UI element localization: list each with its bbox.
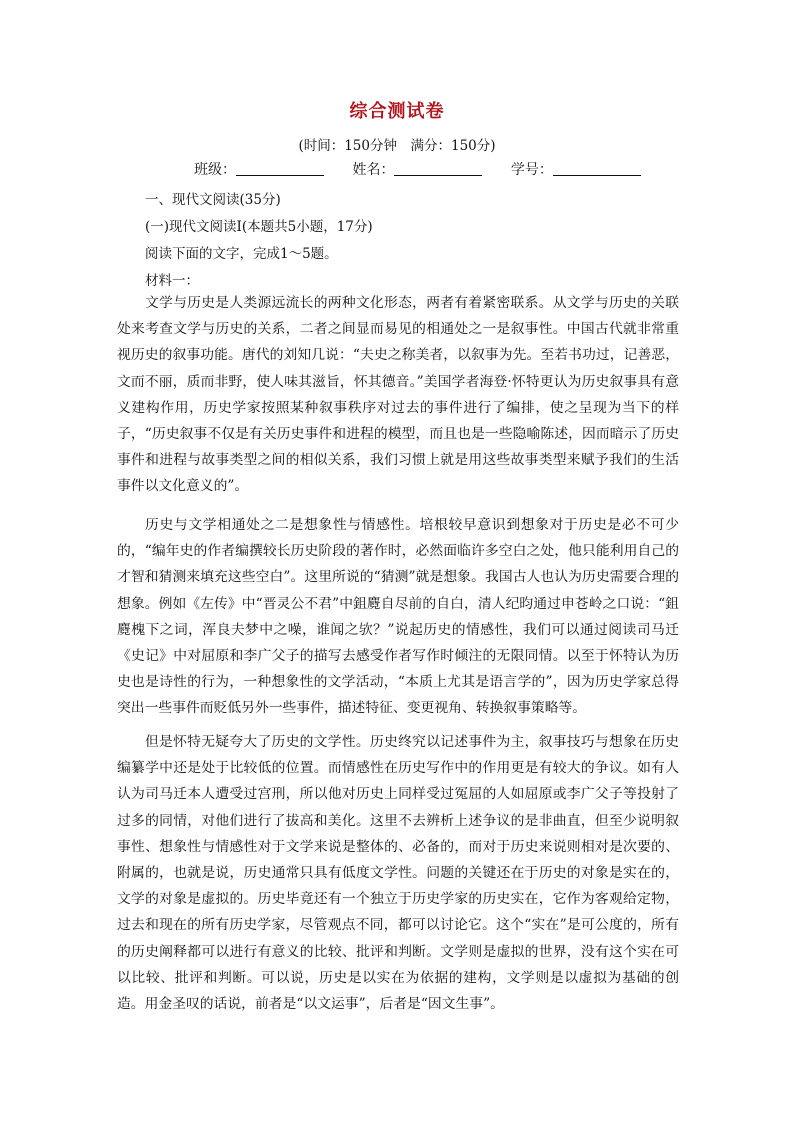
name-blank-field[interactable]: [394, 161, 482, 176]
exam-title: 综合测试卷: [349, 101, 445, 122]
paragraph-3: 但是怀特无疑夸大了历史的文学性。历史终究以记述事件为主，叙事技巧与想象在历史编纂学中还是处于比较低的位置。而情感性在历史写作中的作用更是有较大的争议。如有人认为司马迁本人遭受过宫刑，所以他对历史上同样受过冤屈的人如屈原或李广父子等投射了过多的同情，对他们进行了拔高和美化。这里不去辨析上述争议的是非曲直，但至少说明叙事性、想象性与情感性对于文学来说是整体的、必备的，而对于历史来说则相对是次要的、附属的，也就是说，历史通常只具有低度文学性。问题的关键还在于历史的对象是实在的，文学的对象是虚拟的。历史毕竟还有一个独立于历史学家的历史实在，它作为客观给定物，过去和现在的所有历史学家，尽管观点不同，都可以讨论它。这个“实在”是可公度的，所有的历史阐释都可以进行有意义的比较、批评和判断。文学则是虚拟的世界，没有这个实在可以比较、批评和判断。可以说，历史是以实在为依据的建构，文学则是以虚拟为基础的创造。用金圣叹的话说，前者是“以文运事”，后者是“因文生事”。: [117, 734, 679, 1013]
subsection-heading: (一)现代文阅读Ⅰ(本题共5小题，17分): [145, 219, 373, 235]
paragraph-2: 历史与文学相通处之二是想象性与情感性。培根较早意识到想象对于历史是必不可少的，“编年史的作者编撰较长历史阶段的著作时，必然面临许多空白之处，他只能利用自己的才智和猜测来填充这些空白”。这里所说的“猜测”就是想象。我国古人也认为历史需要合理的想象。例如《左传》中“晋灵公不君”中鉏麑自尽前的自白，清人纪昀通过申苍岭之口说：“鉏麑槐下之词，浑良夫梦中之噪，谁闻之欤？”说起历史的情感性，我们可以通过阅读司马迁《史记》中对屈原和李广父子的描写去感受作者写作时倾注的无限同情。以至于怀特认为历史也是诗性的行为，一种想象性的文学活动，“本质上尤其是语言学的”，因为历史学家总得突出一些事件而贬低另外一些事件，描述特征、变更视角、转换叙事策略等。: [117, 517, 679, 717]
reading-instruction: 阅读下面的文字，完成1～5题。: [145, 246, 338, 262]
material-label: 材料一：: [145, 273, 199, 289]
paragraph-1: 文学与历史是人类源远流长的两种文化形态，两者有着紧密联系。从文学与历史的关联处来考查文学与历史的关系，二者之间显而易见的相通处之一是叙事性。中国古代就非常重视历史的叙事功能。唐代的刘知几说：“夫史之称美者，以叙事为先。至若书功过，记善恶，文而不丽，质而非野，使人味其滋旨，怀其德音。”美国学者海登·怀特更认为历史叙事具有意义建构作用，历史学家按照某种叙事秩序对过去的事件进行了编排，使之呈现为当下的样子，“历史叙事不仅是有关历史事件和进程的模型，而且也是一些隐喻陈述，因而暗示了历史事件和进程与故事类型之间的相似关系，我们习惯上就是用这些故事类型来赋予我们的生活事件以文化意义的”。: [117, 295, 679, 495]
student-info-row: [194, 159, 665, 179]
name-label: 姓名：: [352, 162, 395, 178]
section-heading: 一、现代文阅读(35分): [145, 192, 281, 208]
exam-time-score: (时间：150分钟 满分：150分): [298, 138, 496, 154]
class-blank-field[interactable]: [236, 161, 324, 176]
id-label: 学号：: [510, 162, 553, 178]
id-blank-field[interactable]: [553, 161, 641, 176]
class-label: 班级：: [194, 162, 236, 178]
